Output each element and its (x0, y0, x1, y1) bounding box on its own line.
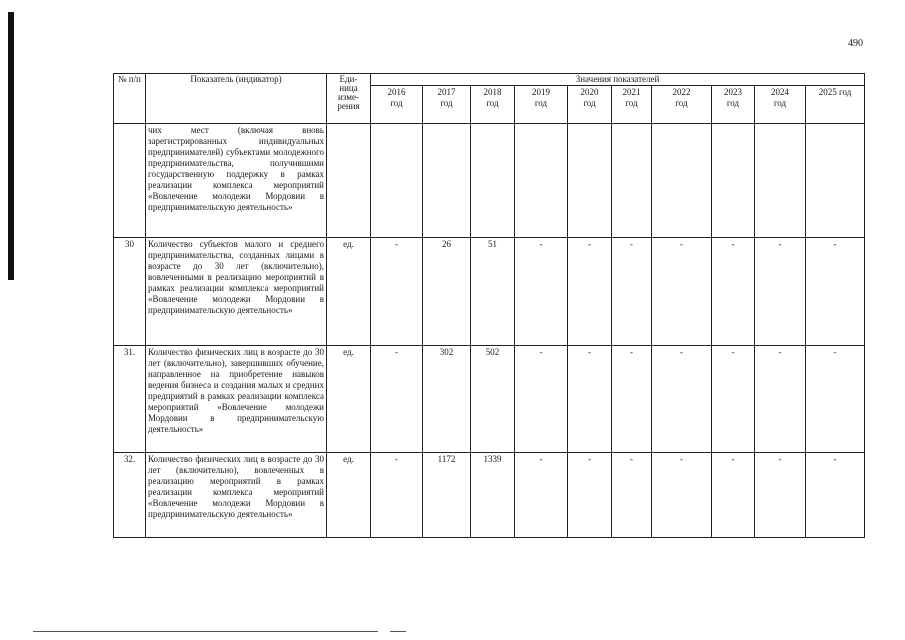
table-row (114, 453, 865, 538)
row-value: - (515, 453, 568, 538)
row-number (114, 124, 146, 238)
header-indicator-text: Показатель (индикатор) (190, 74, 282, 84)
row-value: - (806, 346, 865, 453)
header-num-text: № п/п (118, 74, 141, 84)
row-value: - (568, 346, 612, 453)
row-value: - (515, 346, 568, 453)
header-indicator (146, 74, 327, 124)
header-year-9 (806, 86, 865, 124)
row-value: - (371, 453, 423, 538)
row-value: - (568, 238, 612, 346)
row-value: - (652, 346, 712, 453)
table-row (114, 238, 865, 346)
row-value: - (612, 346, 652, 453)
header-year-7 (712, 86, 755, 124)
header-year-4 (568, 86, 612, 124)
row-value: - (755, 346, 806, 453)
header-year-text: 2019 год (532, 87, 550, 108)
header-year-text: 2022 год (672, 87, 691, 108)
row-value: - (612, 453, 652, 538)
row-unit: ед. (327, 238, 371, 346)
indicators-table (113, 73, 865, 538)
row-value: - (755, 238, 806, 346)
header-year-6 (652, 86, 712, 124)
header-year-0 (371, 86, 423, 124)
header-year-text: 2017 год (437, 87, 456, 108)
row-value: - (371, 238, 423, 346)
header-year-text: 2024 год (771, 87, 789, 108)
row-unit (327, 124, 371, 238)
header-year-2 (471, 86, 515, 124)
row-indicator: Количество физических лиц в возрасте до 30 лет (включительно), завершивших обучение, направленное на приобретение навыков ведения бизнеса и создания малых и средних предприятий в рамках реализации комплекса мероприятий «Вовлечение молодежи Мордовии в предпринимательскую деятельность» (146, 346, 327, 453)
row-value: 302 (423, 346, 471, 453)
row-value: 1339 (471, 453, 515, 538)
header-year-8 (755, 86, 806, 124)
row-value: - (568, 453, 612, 538)
row-value (652, 124, 712, 238)
row-number: 32. (114, 453, 146, 538)
row-value: - (515, 238, 568, 346)
header-values-group-text: Значения показателей (575, 74, 660, 84)
row-value: 502 (471, 346, 515, 453)
row-value: 1172 (423, 453, 471, 538)
header-year-5 (612, 86, 652, 124)
row-value: 26 (423, 238, 471, 346)
row-value (568, 124, 612, 238)
row-value: - (755, 453, 806, 538)
header-year-text: 2021 год (622, 87, 641, 108)
row-value: - (712, 453, 755, 538)
scan-bottom-line-short (390, 631, 406, 632)
row-value: - (652, 453, 712, 538)
row-indicator: чих мест (включая вновь зарегистрированных индивидуальных предпринимателей) субъектами молодежного предпринимательства, получившими государственную поддержку в рамках реализации комплекса мероприятий «Вовлечение молодежи Мордовии в предпринимательскую деятельность» (146, 124, 327, 238)
header-year-text: 2020 год (580, 87, 599, 108)
row-value: - (612, 238, 652, 346)
row-value: - (806, 238, 865, 346)
row-indicator: Количество физических лиц в возрасте до 30 лет (включительно), вовлеченных в реализацию мероприятий в рамках реализации комплекса мероприятий «Вовлечение молодежи Мордовии в предпринимательскую деятельность» (146, 453, 327, 538)
row-value (755, 124, 806, 238)
row-value (612, 124, 652, 238)
row-value: - (712, 238, 755, 346)
header-year-text: 2016 год (387, 87, 406, 108)
header-year-text: 2023 год (724, 87, 742, 108)
header-row-group (114, 74, 865, 86)
header-num (114, 74, 146, 124)
row-value: 51 (471, 238, 515, 346)
header-year-text: 2018 год (483, 87, 502, 108)
row-value (471, 124, 515, 238)
row-value: - (652, 238, 712, 346)
header-unit-text: Еди- ница изме- рения (337, 74, 360, 111)
row-value (806, 124, 865, 238)
row-indicator: Количество субъектов малого и среднего предпринимательства, созданных лицами в возрасте до 30 лет (включительно), вовлеченными в реализацию мероприятий в рамках реализации комплекса мероприятий «Вовлечение молодежи Мордовии в предпринимательскую деятельность» (146, 238, 327, 346)
scan-bottom-line (33, 631, 378, 632)
row-value: - (806, 453, 865, 538)
header-year-1 (423, 86, 471, 124)
row-number: 30 (114, 238, 146, 346)
header-values-group (371, 74, 865, 86)
row-number: 31. (114, 346, 146, 453)
scan-edge-mark (8, 12, 14, 280)
row-value (515, 124, 568, 238)
header-year-3 (515, 86, 568, 124)
page-number: 490 (848, 38, 863, 49)
row-value: - (371, 346, 423, 453)
header-unit (327, 74, 371, 124)
row-unit: ед. (327, 453, 371, 538)
header-year-text: 2025 год (818, 87, 852, 97)
row-value (712, 124, 755, 238)
row-unit: ед. (327, 346, 371, 453)
table-row (114, 346, 865, 453)
table-row (114, 124, 865, 238)
row-value (423, 124, 471, 238)
row-value (371, 124, 423, 238)
row-value: - (712, 346, 755, 453)
